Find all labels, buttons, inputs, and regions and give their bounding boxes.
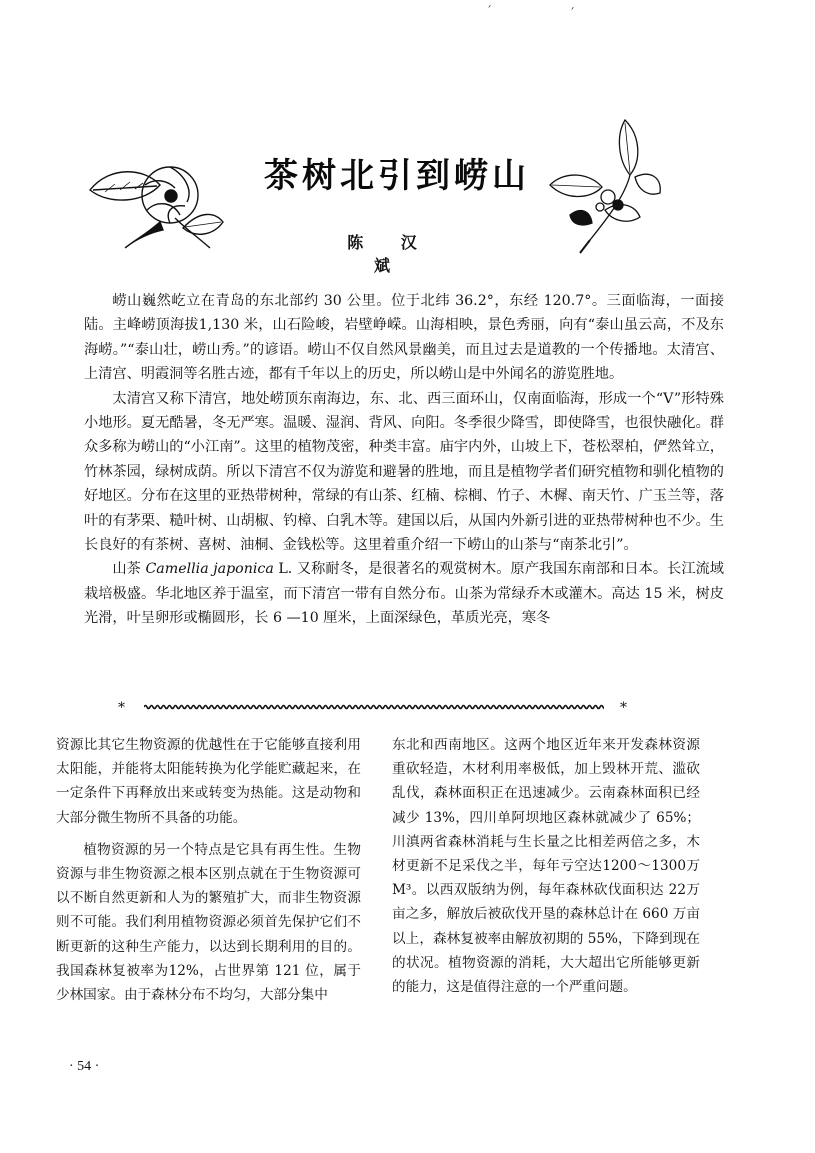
intro-text [84, 289, 724, 631]
left-column [56, 733, 361, 1007]
section-divider [118, 700, 628, 714]
intro-paragraph-1: 崂山巍然屹立在青岛的东北部约 30 公里。位于北纬 36.2°，东经 120.7°。三面临海，一面接陆。主峰崂顶海拔1,130 米，山石险峻，岩壁峥嵘。山海相映，景色秀丽，向有“泰山虽云高，不及东海崂。”“泰山壮，崂山秀。”的谚语。崂山不仅自然风景幽美，而且过去是道教的一个传播地。太清宫、上清宫、明霞洞等名胜古迹，都有千年以上的历史，所以崂山是中外闻名的游览胜地。 [84, 293, 724, 383]
left-paragraph-1: 资源比其它生物资源的优越性在于它能够直接利用太阳能，并能将太阳能转换为化学能贮藏起来，在一定条件下再释放出来或转变为热能。这是动物和大部分微生物所不具备的功能。 [56, 737, 361, 826]
article-author: 陈 汉 斌 [347, 233, 433, 275]
scan-mark: ˊ [486, 4, 492, 18]
divider-star-left: * [118, 700, 125, 716]
latin-name: Camellia japonica [145, 561, 274, 578]
article-title: 茶树北引到崂山 [264, 155, 530, 196]
camellia-lead: 山茶 [112, 561, 146, 578]
left-paragraph-2: 植物资源的另一个特点是它具有再生性。生物资源与非生物资源之根本区别点就在于生物资源可以不断自然更新和人为的繁殖扩大，而非生物资源则不可能。我们利用植物资源必须首先保护它们不断更新的这种生产能力，以达到长期利用的目的。我国森林复被率为12%，占世界第 121 位，属于少林国家。由于森林分布不均匀，大部分集中 [56, 841, 361, 1004]
camellia-flower-icon [75, 140, 225, 250]
scan-mark: ˊ [569, 6, 575, 20]
right-column [392, 733, 700, 999]
intro-paragraph-2: 太清宫又称下清宫，地处崂顶东南海边，东、北、西三面环山，仅南面临海，形成一个“V”形特殊小地形。夏无酷暑，冬无严寒。温暖、湿润、背风、向阳。冬季很少降雪，即使降雪，也很快融化。群众多称为崂山的“小江南”。这里的植物茂密，种类丰富。庙宇内外，山坡上下，苍松翠柏，俨然耸立，竹林茶园，绿树成荫。所以下清宫不仅为游览和避暑的胜地，而且是植物学者们研究植物和驯化植物的好地区。分布在这里的亚热带树种，常绿的有山茶、红楠、棕榈、竹子、木樨、南天竹、广玉兰等，落叶的有茅栗、糙叶树、山胡椒、钓樟、白乳木等。建国以后，从国内外新引进的亚热带树种也不少。生长良好的有茶树、喜树、油桐、金钱松等。这里着重介绍一下崂山的山茶与“南茶北引”。 [84, 390, 724, 554]
page-number: · 54 · [69, 1059, 100, 1074]
intro-paragraph-3 [84, 557, 724, 630]
wavy-divider-icon [144, 700, 604, 714]
tea-branch-icon [530, 115, 665, 255]
right-paragraph-1: 东北和西南地区。这两个地区近年来开发森林资源重砍轻造，木材利用率极低，加上毁林开荒、滥砍乱伐，森林面积正在迅速减少。云南森林面积已经减少 13%，四川单阿坝地区森林就减少了 65%；川滇两省森林消耗与生长量之比相差两倍之多，木材更新不足采伐之半，每年亏空达1200～1300万 M³。以西双版纳为例，每年森林砍伐面积达 22万亩之多，解放后被砍伐开垦的森林总计在 660 万亩以上，森林复被率由解放初期的 55%，下降到现在的状况。植物资源的消耗，大大超出它所能够更新的能力，这是值得注意的一个严重问题。 [392, 737, 700, 996]
camellia-description: L. 又称耐冬，是很著名的观赏树木。原产我国东南部和日本。长江流域栽培极盛。华北地区养于温室，而下清宫一带有自然分布。山茶为常绿乔木或灌木。高达 15 米，树皮光滑，叶呈卵形或椭圆形，长 6 —10 厘米，上面深绿色，革质光亮，寒冬 [84, 561, 724, 627]
divider-star-right: * [620, 700, 627, 716]
